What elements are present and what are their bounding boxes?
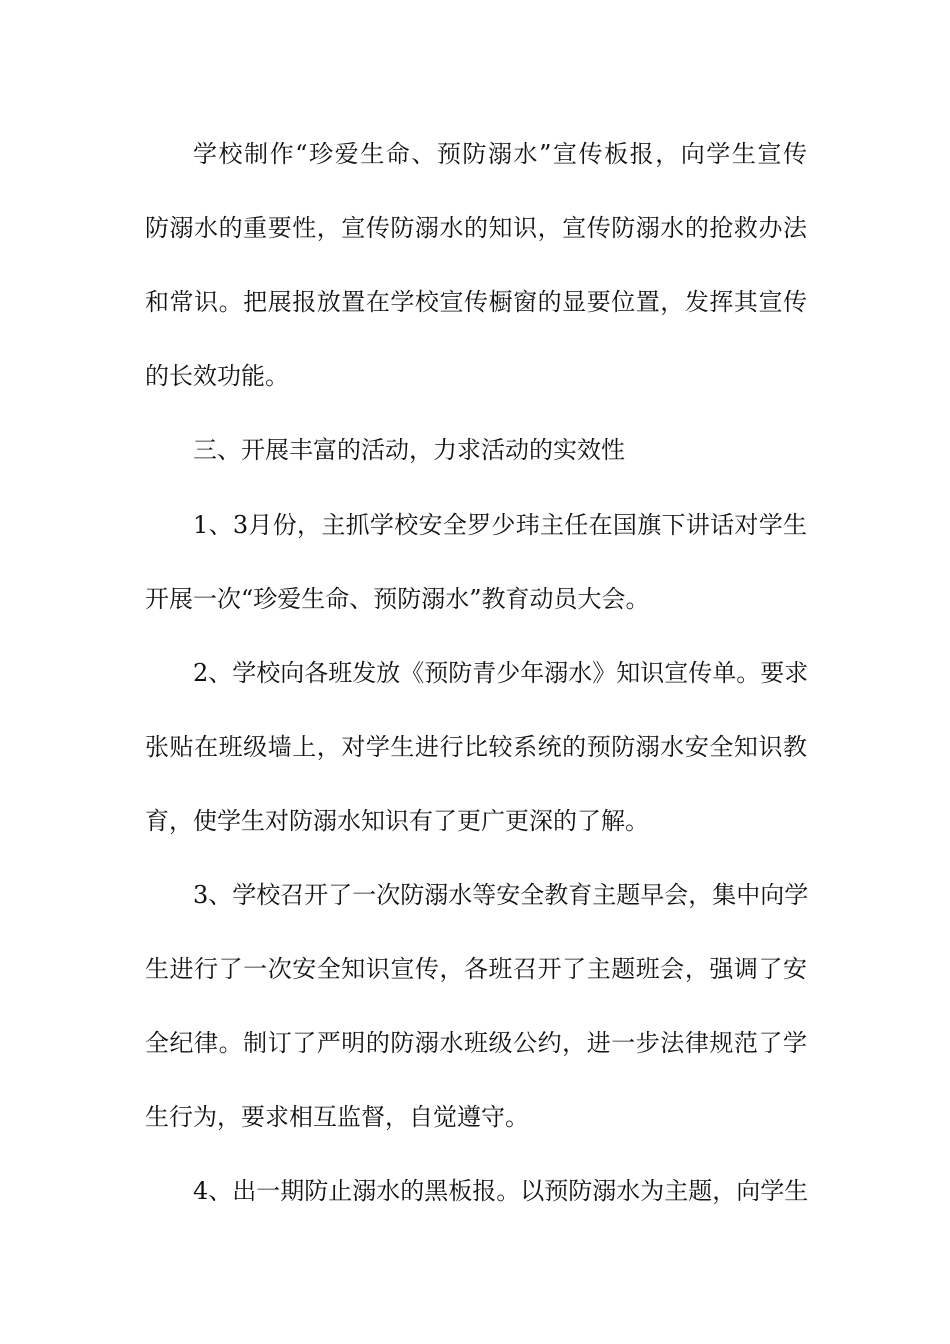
item-2-line-1: 2、学校向各班发放《预防青少年溺水》知识宣传单。要求 (193, 659, 809, 687)
item-3-line-2: 生进行了一次安全知识宣传，各班召开了主题班会，强调了安 (145, 955, 807, 983)
paragraph-1-line-2: 防溺水的重要性，宣传防溺水的知识，宣传防溺水的抢救办法 (145, 214, 807, 242)
item-3-line-4: 生行为，要求相互监督，自觉遵守。 (145, 1103, 529, 1131)
item-3-line-3: 全纪律。制订了严明的防溺水班级公约，进一步法律规范了学 (145, 1029, 807, 1057)
paragraph-1-line-4: 的长效功能。 (145, 362, 289, 390)
item-2-line-2: 张贴在班级墙上，对学生进行比较系统的预防溺水安全知识教 (145, 733, 807, 761)
item-2-line-3: 育，使学生对防溺水知识有了更广更深的了解。 (145, 807, 649, 835)
item-1-line-2: 开展一次“珍爱生命、预防溺水”教育动员大会。 (145, 585, 650, 613)
paragraph-1-line-3: 和常识。把展报放置在学校宣传橱窗的显要位置，发挥其宣传 (145, 288, 807, 316)
item-1-line-1: 1、3月份，主抓学校安全罗少玮主任在国旗下讲话对学生 (193, 511, 807, 539)
item-4-line-1: 4、出一期防止溺水的黑板报。以预防溺水为主题，向学生 (193, 1177, 809, 1205)
paragraph-1-line-1: 学校制作“珍爱生命、预防溺水”宣传板报，向学生宣传 (193, 140, 807, 168)
item-3-line-1: 3、学校召开了一次防溺水等安全教育主题早会，集中向学 (193, 881, 809, 909)
section-heading: 三、开展丰富的活动，力求活动的实效性 (193, 436, 625, 464)
